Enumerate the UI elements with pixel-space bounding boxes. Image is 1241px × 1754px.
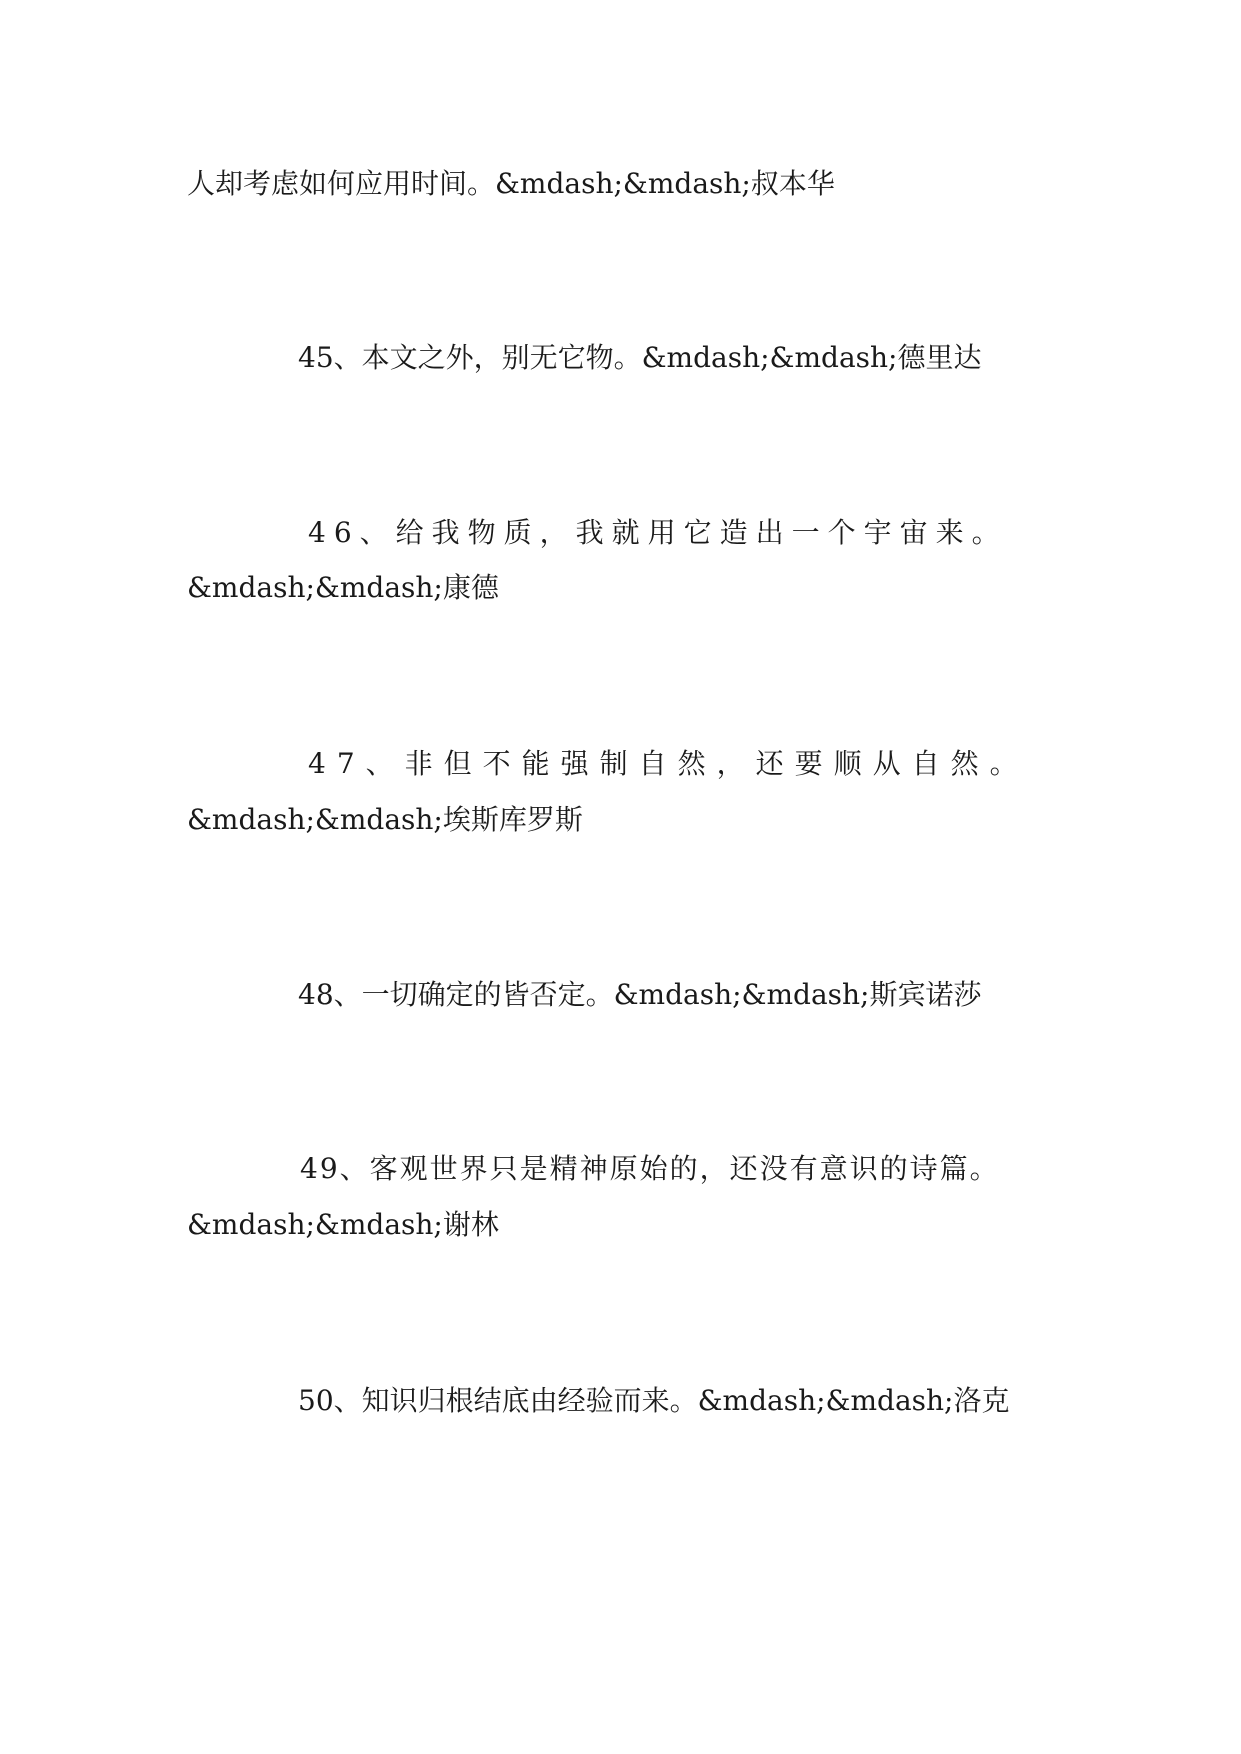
- quote-44-continuation: 人却考虑如何应用时间。&mdash;&mdash;叔本华: [187, 167, 835, 200]
- quote-48: 48、一切确定的皆否定。&mdash;&mdash;斯宾诺莎: [298, 978, 982, 1011]
- quote-49-text: 49、客观世界只是精神原始的，还没有意识的诗篇。: [300, 1152, 1000, 1185]
- quote-47-text: 47、非但不能强制自然，还要顺从自然。: [308, 747, 1029, 780]
- quote-46-author: &mdash;&mdash;康德: [187, 571, 499, 604]
- quote-46-text: 46、给我物质，我就用它造出一个宇宙来。: [308, 516, 1008, 549]
- quote-47-author: &mdash;&mdash;埃斯库罗斯: [187, 803, 583, 836]
- quote-50: 50、知识归根结底由经验而来。&mdash;&mdash;洛克: [298, 1384, 1010, 1417]
- quote-49-author: &mdash;&mdash;谢林: [187, 1208, 499, 1241]
- quote-45: 45、本文之外，别无它物。&mdash;&mdash;德里达: [298, 341, 982, 374]
